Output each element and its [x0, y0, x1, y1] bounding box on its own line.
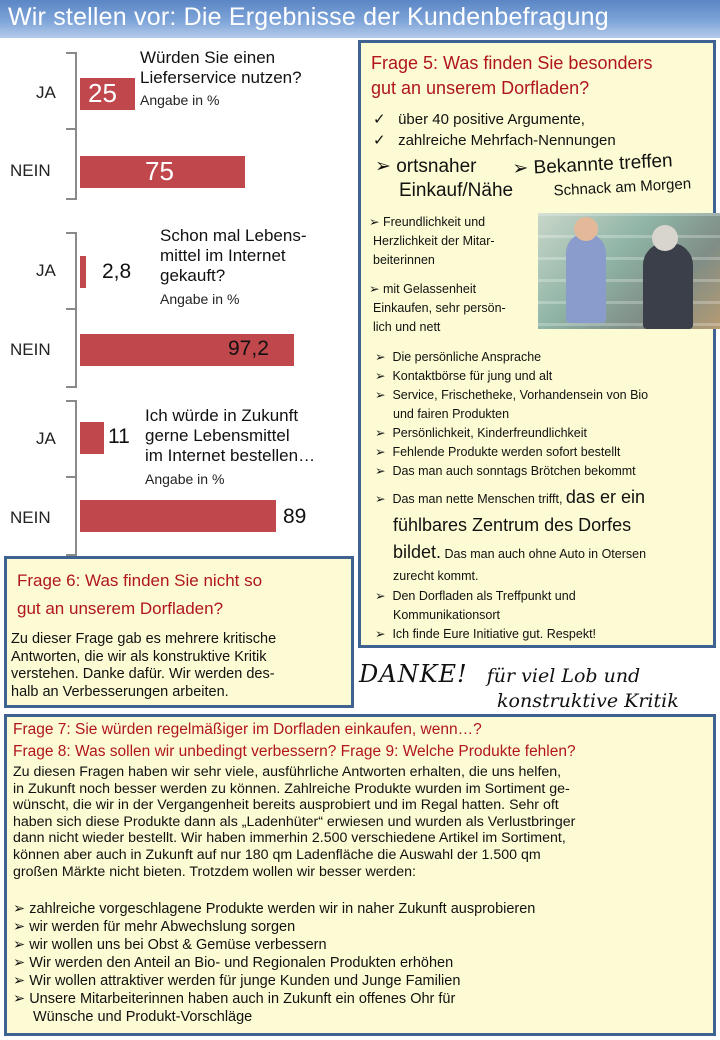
frage789-note — [4, 714, 716, 1036]
bullet-item: Wir wollen attraktiver werden für junge Kunden und Junge Familien — [29, 973, 461, 989]
highlight-text: Einkauf/Nähe — [399, 180, 514, 201]
arrow-bullet-icon: ➢ — [13, 901, 26, 917]
frage7-body-line: Zu diesen Fragen haben wir sehr viele, ausführliche Antworten erhalten, die uns helfen, — [13, 764, 562, 780]
arrow-bullet-icon: ➢ — [13, 955, 26, 971]
shop-photo — [538, 213, 720, 329]
bar-ja — [80, 422, 104, 454]
frage6-body-line: verstehen. Danke dafür. Wir werden des- — [11, 666, 275, 682]
chart-title-line: gerne Lebensmittel — [145, 426, 290, 445]
list-item: Ich finde Eure Initiative gut. Respekt! — [392, 627, 597, 641]
frage7-title: Frage 7: Sie würden regelmäßiger im Dorfladen einkaufen, wenn…? — [13, 721, 482, 738]
highlight-text: fühlbares Zentrum des Dorfes — [393, 515, 632, 535]
list-item: Den Dorfladen als Treffpunkt und — [392, 589, 576, 603]
arrow-bullet-icon: ➢ — [375, 492, 386, 506]
chart-title-line: Würden Sie einen — [140, 48, 276, 67]
list-item: und fairen Produkten — [393, 407, 510, 421]
highlight-text: Schnack am Morgen — [553, 175, 692, 200]
arrow-bullet-icon: ➢ — [13, 919, 26, 935]
frage6-title: Frage 6: Was finden Sie nicht so — [17, 571, 263, 590]
data-label: 25 — [88, 78, 117, 108]
check-item: zahlreiche Mehrfach-Nennungen — [398, 132, 616, 149]
bullet-item: wir wollen uns bei Obst & Gemüse verbessern — [29, 937, 327, 953]
arrow-bullet-icon: ➢ — [511, 157, 529, 180]
side-item: Einkaufen, sehr persön- — [373, 301, 506, 315]
frage89-title: Frage 8: Was sollen wir unbedingt verbessern? Frage 9: Welche Produkte fehlen? — [13, 743, 576, 760]
check-item: über 40 positive Argumente, — [398, 111, 585, 128]
list-item: Fehlende Produkte werden sofort bestellt — [392, 445, 621, 459]
bullet-item: zahlreiche vorgeschlagene Produkte werden wir in naher Zukunft ausprobieren — [29, 901, 536, 917]
frage5-title: gut an unserem Dorfladen? — [371, 78, 590, 98]
arrow-bullet-icon: ➢ — [13, 973, 26, 989]
data-label: 11 — [108, 425, 130, 448]
bullet-item: Wünsche und Produkt-Vorschläge — [33, 1009, 253, 1025]
highlight-text: bildet. — [393, 542, 442, 562]
frage7-body-line: können aber auch in Zukunft auf nur 180 qm Ladenfläche die Auswahl der 1.500 qm — [13, 846, 541, 863]
list-item: Das man nette Menschen trifft, — [392, 492, 563, 506]
arrow-bullet-icon: ➢ — [375, 589, 386, 603]
list-item: Kontaktbörse für jung und alt — [392, 369, 553, 383]
danke-text: für viel Lob und — [486, 665, 641, 687]
arrow-bullet-icon: ➢ — [375, 426, 386, 440]
highlight-text: Bekannte treffen — [533, 150, 674, 179]
highlight-text: ortsnaher — [396, 156, 477, 177]
side-item: mit Gelassenheit — [382, 282, 477, 296]
arrow-bullet-icon: ➢ — [375, 464, 386, 478]
bullet-item: Wir werden den Anteil an Bio- und Regionalen Produkten erhöhen — [29, 955, 454, 971]
data-label: 97,2 — [228, 337, 269, 360]
category-label: JA — [36, 429, 56, 448]
frage6-title: gut an unserem Dorfladen? — [17, 599, 224, 618]
unit-label: Angabe in % — [145, 471, 225, 487]
arrow-bullet-icon: ➢ — [13, 937, 26, 953]
arrow-bullet-icon: ➢ — [375, 350, 386, 364]
arrow-bullet-icon: ➢ — [13, 991, 26, 1007]
list-item: Persönlichkeit, Kinderfreundlichkeit — [392, 426, 587, 440]
side-item: lich und nett — [373, 320, 441, 334]
category-label: JA — [36, 261, 56, 280]
list-item: zurecht kommt. — [393, 569, 479, 583]
frage5-title: Frage 5: Was finden Sie besonders — [371, 53, 653, 73]
data-label: 2,8 — [102, 260, 132, 283]
checkmark-icon: ✓ — [373, 132, 386, 149]
list-item: Kommunikationsort — [393, 608, 500, 622]
side-item: Freundlichkeit und — [382, 215, 486, 229]
danke-handwriting — [355, 656, 705, 718]
frage6-body-line: Zu dieser Frage gab es mehrere kritische — [11, 631, 277, 647]
unit-label: Angabe in % — [140, 92, 220, 108]
list-item: Service, Frischetheke, Vorhandensein von Bio — [392, 388, 649, 402]
frage5-note — [358, 40, 716, 648]
frage6-body-line: halb an Verbesserungen arbeiten. — [11, 683, 229, 700]
category-label: NEIN — [10, 161, 51, 180]
page-title: Wir stellen vor: Die Ergebnisse der Kundenbefragung — [8, 3, 609, 31]
highlight-text: das er ein — [565, 487, 645, 507]
unit-label: Angabe in % — [160, 291, 240, 307]
category-label: NEIN — [10, 340, 51, 359]
list-item: Die persönliche Ansprache — [392, 350, 542, 364]
danke-text: DANKE! — [359, 660, 468, 688]
chart-internet-gekauft — [0, 228, 360, 388]
chart-title-line: gekauft? — [160, 266, 226, 285]
list-item: Das man auch ohne Auto in Otersen — [444, 547, 647, 561]
chart-lieferservice — [0, 40, 360, 200]
arrow-bullet-icon: ➢ — [375, 369, 386, 383]
checkmark-icon: ✓ — [373, 111, 386, 128]
frage7-body-line: wünscht, die wir in der Vergangenheit bereits ausprobiert und im Regal hatten. Sehr oft — [13, 797, 559, 814]
arrow-bullet-icon: ➢ — [375, 388, 386, 402]
list-item: Das man auch sonntags Brötchen bekommt — [392, 464, 636, 478]
chart-title-line: im Internet bestellen… — [145, 446, 316, 465]
danke-text: konstruktive Kritik — [497, 690, 679, 712]
bar-ja — [80, 256, 86, 288]
bar-nein — [80, 500, 276, 532]
category-label: JA — [36, 83, 56, 102]
arrow-bullet-icon: ➢ — [375, 156, 391, 177]
arrow-bullet-icon: ➢ — [375, 627, 386, 641]
data-label: 89 — [283, 505, 307, 528]
arrow-bullet-icon: ➢ — [375, 445, 386, 459]
chart-title-line: Ich würde in Zukunft — [145, 406, 299, 425]
category-label: NEIN — [10, 508, 51, 527]
frage7-body-line: haben sich diese Produkte dann als „Ladenhüter“ erwiesen und wurden als Verlustbringer — [13, 813, 576, 830]
chart-title-line: Lieferservice nutzen? — [140, 68, 302, 87]
chart-title-line: mittel im Internet — [160, 246, 286, 265]
frage6-body-line: Antworten, die wir als konstruktive Kritik — [11, 648, 267, 665]
frage6-note — [4, 556, 354, 708]
chart-zukunft-bestellen — [0, 396, 360, 556]
arrow-bullet-icon: ➢ — [369, 215, 380, 229]
side-item: beiterinnen — [373, 253, 435, 267]
side-item: Herzlichkeit der Mitar- — [373, 234, 495, 248]
bullet-item: Unsere Mitarbeiterinnen haben auch in Zukunft ein offenes Ohr für — [29, 991, 456, 1007]
bullet-item: wir werden für mehr Abwechslung sorgen — [29, 919, 296, 935]
frage7-body-line: großen Märkte nicht bieten. Trotzdem wollen wir besser werden: — [13, 863, 416, 880]
frage7-body-line: in Zukunft noch besser werden zu können. Zahlreiche Produkte wurden im Sortiment ge- — [13, 780, 570, 797]
chart-title-line: Schon mal Lebens- — [160, 226, 307, 245]
frage7-body-line: dann nicht wieder bestellt. Wir haben immerhin 2.500 verschiedene Artikel im Sortiment, — [13, 830, 566, 847]
data-label: 75 — [145, 156, 174, 186]
arrow-bullet-icon: ➢ — [369, 282, 380, 296]
